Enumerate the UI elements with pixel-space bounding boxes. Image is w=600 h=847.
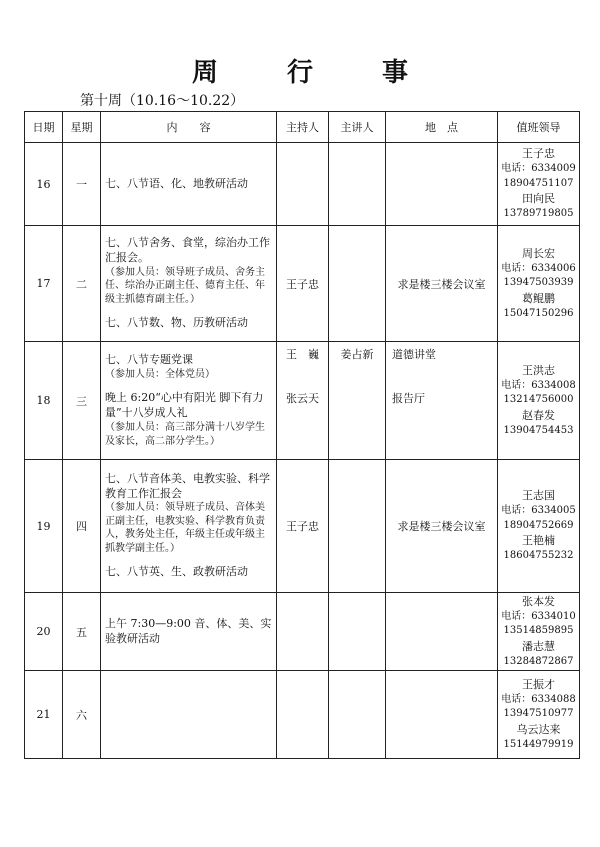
location-2: 报告厅 <box>392 392 425 405</box>
cell-date: 17 <box>25 226 63 342</box>
cell-speaker <box>329 143 386 226</box>
header-speaker: 主讲人 <box>329 112 386 143</box>
cell-host: 王子忠 <box>277 460 329 593</box>
cell-speaker <box>329 460 386 593</box>
cell-weekday: 六 <box>63 671 101 759</box>
content-line: 上午 7:30—9:00 音、体、美、实验教研活动 <box>105 616 272 645</box>
cell-content <box>101 226 277 342</box>
content-main-2: 晚上 6:20“心中有阳光 脚下有力量”十八岁成人礼 <box>105 391 264 420</box>
header-content: 内 容 <box>101 112 277 143</box>
header-date: 日期 <box>25 112 63 143</box>
host-1: 王 巍 <box>286 348 319 361</box>
table-row <box>25 671 580 759</box>
cell-leader <box>498 593 580 671</box>
cell-weekday: 一 <box>63 143 101 226</box>
leader-name: 赵春发 <box>522 408 555 422</box>
cell-weekday: 三 <box>63 342 101 460</box>
cell-host <box>277 671 329 759</box>
cell-speaker <box>329 226 386 342</box>
header-host: 主持人 <box>277 112 329 143</box>
cell-location <box>386 143 498 226</box>
header-location: 地 点 <box>386 112 498 143</box>
table-row <box>25 143 580 226</box>
leader-mobile: 13947503939 <box>503 277 574 289</box>
cell-speaker <box>329 593 386 671</box>
leader-mobile: 15047150296 <box>503 307 574 319</box>
content-extra: 七、八节英、生、政教研活动 <box>105 565 248 579</box>
content-extra: 七、八节数、物、历教研活动 <box>105 316 248 330</box>
leader-mobile: 15144979919 <box>503 738 574 750</box>
leader-phone: 电话：6334008 <box>501 379 576 391</box>
speaker-1: 姜占新 <box>340 348 374 361</box>
cell-location <box>386 593 498 671</box>
table-row <box>25 226 580 342</box>
content-line: 七、八节语、化、地教研活动 <box>105 176 248 190</box>
cell-content <box>101 460 277 593</box>
leader-name: 张本发 <box>522 594 555 608</box>
page-title: 周 行 事 <box>191 58 439 88</box>
leader-mobile: 18904751107 <box>503 177 574 189</box>
content-participants: （参加人员：领导班子成员、舍务主任、综治办正副主任、德育主任、年级主抓德育副主任。） <box>105 266 265 305</box>
cell-date: 16 <box>25 143 63 226</box>
cell-host: 王子忠 <box>277 226 329 342</box>
schedule-table <box>24 111 580 759</box>
leader-name: 王洪志 <box>522 363 555 377</box>
cell-weekday: 五 <box>63 593 101 671</box>
cell-host <box>277 143 329 226</box>
content-participants-2: （参加人员：高三部分满十八岁学生及家长，高二部分学生。） <box>105 422 265 447</box>
content-main: 七、八节专题党课 <box>105 352 193 366</box>
leader-name: 葛鲲鹏 <box>522 291 555 305</box>
leader-mobile: 13284872867 <box>503 655 574 667</box>
leader-name: 王志国 <box>522 489 555 503</box>
leader-name: 周长宏 <box>522 246 555 260</box>
cell-leader <box>498 226 580 342</box>
cell-host <box>277 593 329 671</box>
leader-mobile: 13904754453 <box>503 424 574 436</box>
cell-content <box>101 143 277 226</box>
table-row <box>25 342 580 460</box>
leader-phone: 电话：6334006 <box>501 262 576 274</box>
leader-mobile: 13789719805 <box>503 208 574 220</box>
leader-phone: 电话：6334010 <box>501 610 576 622</box>
cell-location: 求是楼三楼会议室 <box>386 226 498 342</box>
cell-speaker <box>329 342 386 460</box>
leader-mobile: 13947510977 <box>503 708 574 720</box>
leader-name: 田向民 <box>522 192 555 206</box>
cell-date: 21 <box>25 671 63 759</box>
cell-date: 19 <box>25 460 63 593</box>
leader-name: 潘志慧 <box>522 639 555 653</box>
content-main: 七、八节舍务、食堂，综治办工作汇报会。 <box>105 235 270 264</box>
content-participants: （参加人员：全体党员） <box>105 368 215 380</box>
leader-name: 乌云达来 <box>516 722 561 736</box>
leader-phone: 电话：6334009 <box>501 163 576 175</box>
leader-name: 王振才 <box>522 677 555 691</box>
week-label: 第十周（10.16～10.22） <box>80 93 245 109</box>
host-2: 张云天 <box>286 392 319 405</box>
cell-speaker <box>329 671 386 759</box>
cell-host <box>277 342 329 460</box>
header-weekday: 星期 <box>63 112 101 143</box>
cell-content <box>101 593 277 671</box>
cell-leader <box>498 143 580 226</box>
leader-name: 王子忠 <box>522 147 555 161</box>
leader-mobile: 18604755232 <box>503 550 574 562</box>
cell-weekday: 四 <box>63 460 101 593</box>
cell-location: 求是楼三楼会议室 <box>386 460 498 593</box>
cell-content <box>101 342 277 460</box>
cell-content <box>101 671 277 759</box>
cell-leader <box>498 671 580 759</box>
leader-mobile: 13214756000 <box>503 394 574 406</box>
content-main: 七、八节音体美、电教实验、科学教育工作汇报会 <box>105 471 270 500</box>
table-row <box>25 593 580 671</box>
cell-leader <box>498 460 580 593</box>
table-row <box>25 460 580 593</box>
leader-mobile: 13514859895 <box>503 625 574 637</box>
header-row <box>25 112 580 143</box>
cell-date: 18 <box>25 342 63 460</box>
leader-phone: 电话：6334088 <box>501 693 576 705</box>
location-1: 道德讲堂 <box>392 348 436 361</box>
leader-name: 王艳楠 <box>522 534 555 548</box>
cell-leader <box>498 342 580 460</box>
cell-weekday: 二 <box>63 226 101 342</box>
leader-mobile: 18904752669 <box>503 519 574 531</box>
cell-date: 20 <box>25 593 63 671</box>
content-participants: （参加人员：领导班子成员、音体美正副主任，电教实验、科学教育负责人，教务处主任，年级主任或年级主抓教学副主任。） <box>105 502 265 554</box>
leader-phone: 电话：6334005 <box>501 505 576 517</box>
cell-location <box>386 671 498 759</box>
header-leader: 值班领导 <box>498 112 580 143</box>
cell-location <box>386 342 498 460</box>
